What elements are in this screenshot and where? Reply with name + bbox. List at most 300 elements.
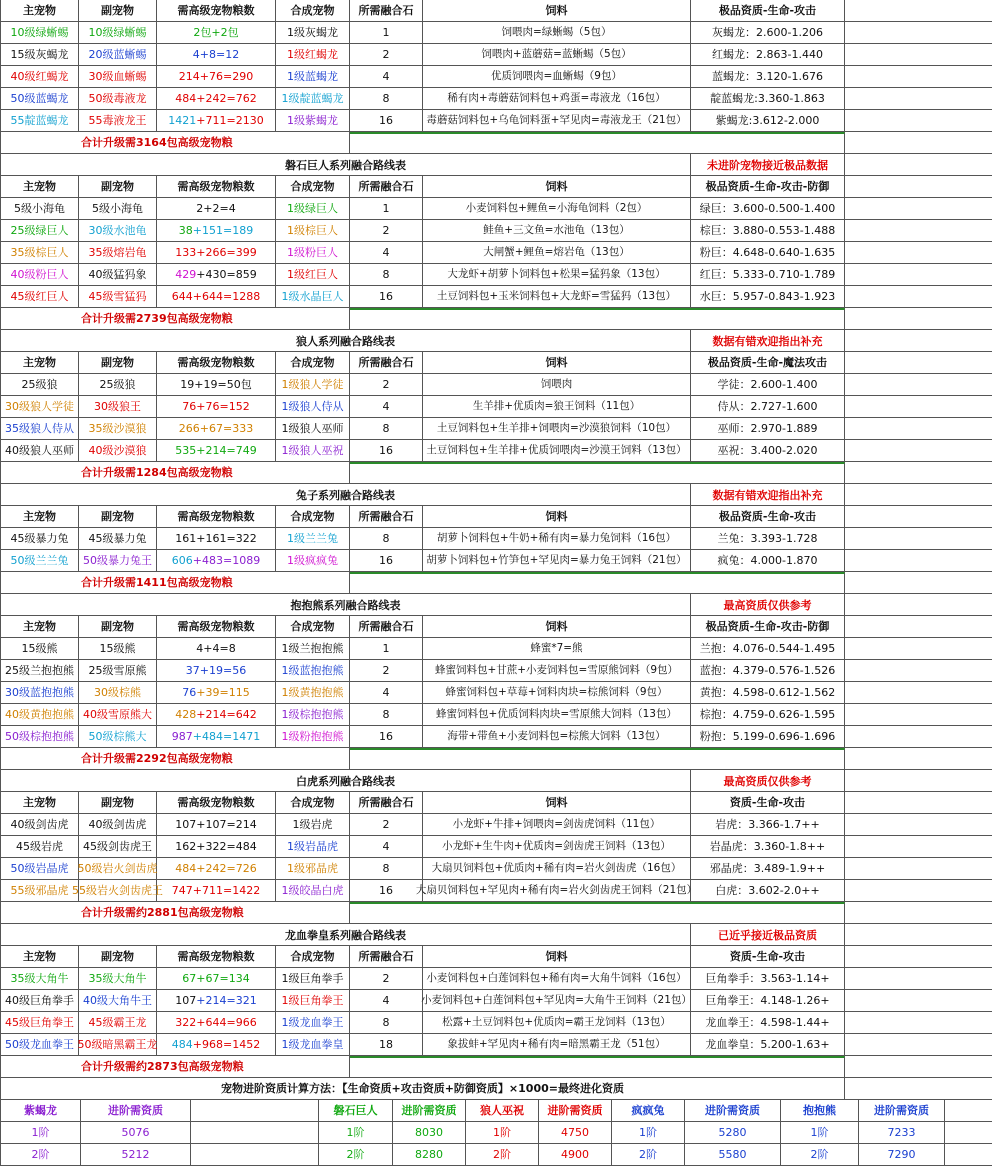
table-cell: [1, 286, 79, 307]
formula-text: 宠物进阶资质计算方法：【生命资质+攻击资质+防御资质】×1000=最终进化资质: [1, 1078, 845, 1099]
cell-text: 1级龙血拳皇: [281, 1038, 344, 1051]
table-cell: [691, 528, 845, 549]
total-blank: [350, 902, 845, 923]
cell-text: 靛蓝蝎龙:3.360-1.863: [710, 92, 825, 105]
cell-text: 1级粉巨人: [287, 246, 338, 259]
advance-cell: 1阶: [1, 1122, 81, 1143]
table-row: [0, 550, 992, 572]
table-cell: [691, 880, 845, 901]
cell-part: 214+76=290: [178, 70, 254, 83]
cell-text: 45级剑齿虎王: [83, 840, 152, 853]
table-cell: [157, 66, 276, 87]
cell-text: 1级巨角拳手: [281, 972, 344, 985]
cell-text: 饲喂肉: [540, 378, 573, 391]
column-header: 资质-生命-攻击: [691, 792, 845, 813]
cell-text: 8: [382, 532, 390, 545]
table-cell: [691, 396, 845, 417]
cell-text: 16: [379, 444, 393, 457]
table-cell: [691, 550, 845, 571]
table-cell: [79, 858, 157, 879]
cell-text: 黄抱：4.598-0.612-1.562: [699, 686, 836, 699]
table-cell: [350, 1012, 423, 1033]
advance-cell: 1阶: [612, 1122, 685, 1143]
table-cell: [1, 1034, 79, 1055]
table-cell: [79, 22, 157, 43]
cell-text: 蓝蝎龙：3.120-1.676: [712, 70, 823, 83]
advance-cell: 2阶: [319, 1144, 393, 1165]
cell-text: 55级邪晶虎: [10, 884, 69, 897]
table-cell: [79, 110, 157, 131]
cell-text: 红蝎龙：2.863-1.440: [712, 48, 823, 61]
column-header: 极品资质-生命-攻击: [691, 0, 845, 21]
table-cell: [423, 726, 691, 747]
cell-part: +711=2130: [196, 114, 264, 127]
advance-cell: 7233: [859, 1122, 945, 1143]
column-header: 所需融合石: [350, 0, 423, 21]
section-title-row: [0, 484, 992, 506]
section-title-row: [0, 154, 992, 176]
table-cell: [691, 836, 845, 857]
cell-text: 16: [379, 114, 393, 127]
table-row: [0, 726, 992, 748]
column-header: 副宠物: [79, 792, 157, 813]
table-cell: [157, 396, 276, 417]
cell-part: 266+67=333: [178, 422, 254, 435]
table-cell: [350, 704, 423, 725]
table-cell: [423, 440, 691, 461]
cell-part: 4+4=8: [196, 642, 236, 655]
cell-text: 鲑鱼+三文鱼=水池龟（13包）: [483, 224, 630, 237]
table-cell: [79, 704, 157, 725]
advance-header: 磐石巨人: [319, 1100, 393, 1121]
table-row: [0, 198, 992, 220]
table-cell: [423, 660, 691, 681]
table-row: [0, 704, 992, 726]
section-note: 已近乎接近极品资质: [691, 924, 845, 945]
cell-part: 429: [175, 268, 197, 281]
advance-header: 进阶需资质: [81, 1100, 191, 1121]
column-header: 饲料: [423, 616, 691, 637]
table-row: [0, 396, 992, 418]
header-row: [0, 616, 992, 638]
table-cell: [1, 990, 79, 1011]
table-cell: [350, 66, 423, 87]
table-cell: [350, 286, 423, 307]
table-cell: [276, 198, 350, 219]
cell-text: 40级猛犸象: [88, 268, 147, 281]
table-row: [0, 286, 992, 308]
table-cell: [157, 242, 276, 263]
cell-text: 象拔蚌+罕见肉+稀有肉=暗黑霸王龙（51包）: [447, 1038, 666, 1051]
cell-text: 小麦饲料包+鲤鱼=小海龟饲料（2包）: [465, 202, 648, 215]
table-cell: [79, 836, 157, 857]
table-cell: [423, 198, 691, 219]
table-cell: [276, 880, 350, 901]
cell-text: 1级红巨人: [287, 268, 338, 281]
cell-text: 饲喂肉=绿蜥蜴（5包）: [501, 26, 612, 39]
table-row: [0, 990, 992, 1012]
total-blank: [350, 572, 845, 593]
column-header: 主宠物: [1, 616, 79, 637]
cell-part: 484+242=762: [175, 92, 257, 105]
cell-part: 38: [178, 224, 193, 237]
cell-text: 稀有肉+毒蘑菇饲料包+鸡蛋=毒液龙（16包）: [447, 92, 666, 105]
table-cell: [276, 1012, 350, 1033]
cell-text: 小龙虾+生牛肉+优质肉=剑齿虎王饲料（13包）: [442, 840, 671, 853]
total-text: 合计升级需2292包高级宠物粮: [1, 748, 350, 769]
column-header: 饲料: [423, 946, 691, 967]
cell-text: 8: [382, 92, 390, 105]
table-cell: [157, 814, 276, 835]
cell-text: 巨角拳王：4.148-1.26+: [705, 994, 830, 1007]
column-header: 主宠物: [1, 792, 79, 813]
table-cell: [79, 220, 157, 241]
cell-text: 2: [382, 48, 390, 61]
section-title-row: [0, 594, 992, 616]
table-cell: [1, 396, 79, 417]
section-note: 数据有错欢迎指出补充: [691, 484, 845, 505]
total-blank: [350, 132, 845, 153]
cell-part: +214=321: [196, 994, 257, 1007]
column-header: 饲料: [423, 792, 691, 813]
table-cell: [423, 22, 691, 43]
column-header: 合成宠物: [276, 176, 350, 197]
table-cell: [350, 418, 423, 439]
column-header: 需高级宠物粮数: [157, 792, 276, 813]
cell-part: 2包+2包: [193, 26, 239, 39]
column-header: 饲料: [423, 176, 691, 197]
table-cell: [157, 198, 276, 219]
table-cell: [157, 374, 276, 395]
cell-part: 747+711=1422: [171, 884, 261, 897]
cell-text: 1级靛蓝蝎龙: [281, 92, 344, 105]
table-cell: [691, 814, 845, 835]
table-row: [0, 22, 992, 44]
table-cell: [157, 858, 276, 879]
section-note: 最高资质仅供参考: [691, 594, 845, 615]
cell-text: 1级蓝蝎龙: [287, 70, 338, 83]
cell-text: 海带+带鱼+小麦饲料包=棕熊大饲料（13包）: [447, 730, 666, 743]
column-header: 主宠物: [1, 176, 79, 197]
cell-text: 1级狼人侍从: [281, 400, 344, 413]
column-header: 资质-生命-攻击: [691, 946, 845, 967]
cell-text: 45级岩虎: [16, 840, 63, 853]
cell-text: 白虎：3.602-2.0++: [715, 884, 820, 897]
cell-part: 37+19=56: [185, 664, 247, 677]
table-cell: [423, 638, 691, 659]
table-cell: [1, 44, 79, 65]
table-cell: [157, 638, 276, 659]
cell-text: 8: [382, 1016, 390, 1029]
table-row: [0, 682, 992, 704]
section-title: 抱抱熊系列融合路线表: [1, 594, 691, 615]
table-row: [0, 88, 992, 110]
table-row: [0, 880, 992, 902]
table-cell: [1, 836, 79, 857]
cell-text: 巫师：2.970-1.889: [717, 422, 818, 435]
table-cell: [79, 418, 157, 439]
column-header: 需高级宠物粮数: [157, 0, 276, 21]
cell-text: 45级暴力兔: [88, 532, 147, 545]
table-row: [0, 660, 992, 682]
cell-text: 35级沙漠狼: [88, 422, 147, 435]
cell-text: 55级岩火剑齿虎王: [72, 884, 163, 897]
table-cell: [157, 440, 276, 461]
cell-text: 兰兔：3.393-1.728: [717, 532, 818, 545]
cell-text: 灰蝎龙：2.600-1.206: [712, 26, 823, 39]
total-blank: [350, 462, 845, 483]
cell-part: +39=115: [196, 686, 250, 699]
table-cell: [79, 242, 157, 263]
table-cell: [423, 1034, 691, 1055]
table-row: [0, 836, 992, 858]
table-cell: [276, 704, 350, 725]
column-header: 主宠物: [1, 946, 79, 967]
cell-text: 35级大角牛: [88, 972, 147, 985]
table-cell: [79, 1034, 157, 1055]
table-row: [0, 1034, 992, 1056]
table-cell: [1, 550, 79, 571]
cell-text: 1级皎晶白虎: [281, 884, 344, 897]
cell-text: 蜂蜜饲料包+草莓+饲料肉块=棕熊饲料（9包）: [445, 686, 668, 699]
cell-text: 50级兰兰兔: [10, 554, 69, 567]
cell-text: 2: [382, 664, 390, 677]
section-title-row: [0, 770, 992, 792]
cell-text: 兰抱：4.076-0.544-1.495: [699, 642, 836, 655]
table-cell: [276, 990, 350, 1011]
cell-text: 土豆饲料包+生羊排+饲喂肉=沙漠狼饲料（10包）: [436, 422, 677, 435]
column-header: 副宠物: [79, 0, 157, 21]
advance-cell: 2阶: [466, 1144, 539, 1165]
table-cell: [350, 638, 423, 659]
table-row: [0, 638, 992, 660]
advance-header: 进阶需资质: [539, 1100, 612, 1121]
column-header: 极品资质-生命-魔法攻击: [691, 352, 845, 373]
cell-text: 龙血拳皇：5.200-1.63+: [705, 1038, 830, 1051]
column-header: 主宠物: [1, 506, 79, 527]
table-cell: [79, 374, 157, 395]
table-cell: [157, 110, 276, 131]
table-cell: [157, 528, 276, 549]
cell-part: 484+242=726: [175, 862, 257, 875]
cell-text: 大龙虾+胡萝卜饲料包+松果=猛犸象（13包）: [447, 268, 666, 281]
cell-text: 30级水池龟: [88, 224, 147, 237]
table-cell: [1, 1012, 79, 1033]
advance-header: 进阶需资质: [393, 1100, 466, 1121]
table-cell: [1, 660, 79, 681]
cell-text: 1级兰抱抱熊: [281, 642, 344, 655]
table-cell: [157, 1034, 276, 1055]
table-cell: [691, 286, 845, 307]
cell-text: 1级紫蝎龙: [287, 114, 338, 127]
table-cell: [691, 44, 845, 65]
section-note: 最高资质仅供参考: [691, 770, 845, 791]
cell-text: 50级暗黑霸王龙: [77, 1038, 158, 1051]
table-cell: [79, 550, 157, 571]
cell-text: 1级巨角拳王: [281, 994, 344, 1007]
cell-text: 4: [382, 70, 390, 83]
cell-text: 8: [382, 422, 390, 435]
table-row: [0, 66, 992, 88]
table-cell: [157, 704, 276, 725]
table-cell: [79, 396, 157, 417]
cell-text: 16: [379, 290, 393, 303]
cell-text: 1级黄抱抱熊: [281, 686, 344, 699]
table-cell: [691, 418, 845, 439]
column-header: 极品资质-生命-攻击-防御: [691, 176, 845, 197]
cell-text: 1级兰兰兔: [287, 532, 338, 545]
cell-text: 45级霸王龙: [88, 1016, 147, 1029]
cell-text: 35级狼人侍从: [5, 422, 74, 435]
section-note: 未进阶宠物接近极品数据: [691, 154, 845, 175]
cell-text: 10级绿蜥蜴: [88, 26, 147, 39]
table-cell: [1, 880, 79, 901]
table-cell: [691, 220, 845, 241]
table-cell: [691, 968, 845, 989]
cell-text: 1级红蝎龙: [287, 48, 338, 61]
cell-text: 毒蘑菇饲料包+乌龟饲料蛋+罕见肉=毒液龙王（21包）: [426, 114, 687, 127]
total-text: 合计升级需3164包高级宠物粮: [1, 132, 350, 153]
table-cell: [1, 528, 79, 549]
table-cell: [276, 858, 350, 879]
header-row: [0, 352, 992, 374]
table-cell: [79, 814, 157, 835]
table-cell: [1, 418, 79, 439]
table-cell: [79, 44, 157, 65]
table-cell: [276, 682, 350, 703]
cell-text: 5级小海龟: [14, 202, 65, 215]
table-row: [0, 264, 992, 286]
table-cell: [423, 836, 691, 857]
table-cell: [423, 968, 691, 989]
cell-text: 16: [379, 884, 393, 897]
column-header: 所需融合石: [350, 946, 423, 967]
cell-text: 16: [379, 554, 393, 567]
cell-text: 40级剑齿虎: [10, 818, 69, 831]
table-cell: [79, 726, 157, 747]
cell-text: 蜂蜜*7=熊: [530, 642, 583, 655]
table-cell: [350, 726, 423, 747]
table-cell: [423, 44, 691, 65]
cell-text: 35级大角牛: [10, 972, 69, 985]
advance-cell: 2阶: [612, 1144, 685, 1165]
cell-text: 邪晶虎：3.489-1.9++: [709, 862, 826, 875]
cell-text: 岩晶虎：3.360-1.8++: [709, 840, 826, 853]
cell-part: 76: [182, 686, 197, 699]
table-row: [0, 110, 992, 132]
table-cell: [157, 44, 276, 65]
column-header: 合成宠物: [276, 792, 350, 813]
cell-part: +483=1089: [192, 554, 261, 567]
cell-text: 45级雪猛犸: [88, 290, 147, 303]
table-cell: [691, 858, 845, 879]
column-header: 主宠物: [1, 352, 79, 373]
table-cell: [276, 88, 350, 109]
cell-text: 40级沙漠狼: [88, 444, 147, 457]
column-header: 极品资质-生命-攻击-防御: [691, 616, 845, 637]
table-cell: [423, 242, 691, 263]
table-cell: [423, 220, 691, 241]
cell-text: 30级狼人学徒: [5, 400, 74, 413]
table-cell: [350, 880, 423, 901]
column-header: 副宠物: [79, 352, 157, 373]
total-row: [0, 132, 992, 154]
table-cell: [423, 264, 691, 285]
column-header: 副宠物: [79, 616, 157, 637]
cell-text: 巫祝：3.400-2.020: [717, 444, 818, 457]
cell-part: 484: [171, 1038, 193, 1051]
table-cell: [691, 704, 845, 725]
cell-text: 25级狼: [99, 378, 136, 391]
advance-cell: 5212: [81, 1144, 191, 1165]
cell-text: 4: [382, 686, 390, 699]
table-cell: [423, 528, 691, 549]
column-header: 所需融合石: [350, 506, 423, 527]
table-cell: [691, 660, 845, 681]
cell-text: 45级暴力兔: [10, 532, 69, 545]
table-cell: [72, 880, 163, 901]
cell-text: 55毒液龙王: [88, 114, 147, 127]
table-cell: [1, 682, 79, 703]
section-title: 磐石巨人系列融合路线表: [1, 154, 691, 175]
table-cell: [423, 418, 691, 439]
cell-text: 15级熊: [21, 642, 58, 655]
advance-cell: 1阶: [781, 1122, 859, 1143]
total-row: [0, 462, 992, 484]
cell-text: 1级灰蝎龙: [287, 26, 338, 39]
cell-text: 松露+土豆饲料包+优质肉=霸王龙饲料（13包）: [442, 1016, 671, 1029]
cell-part: 133+266=399: [175, 246, 257, 259]
cell-text: 小麦饲料包+白莲饲料包+稀有肉=大角牛饲料（16包）: [426, 972, 687, 985]
cell-text: 岩虎：3.366-1.7++: [715, 818, 820, 831]
cell-text: 50级岩火剑齿虎: [77, 862, 158, 875]
advance-cell: 5580: [685, 1144, 781, 1165]
cell-part: 2+2=4: [196, 202, 236, 215]
table-cell: [157, 968, 276, 989]
table-cell: [276, 660, 350, 681]
column-header: 需高级宠物粮数: [157, 506, 276, 527]
cell-text: 胡萝卜饲料包+牛奶+稀有肉=暴力兔饲料（16包）: [436, 532, 677, 545]
column-header: 所需融合石: [350, 352, 423, 373]
advance-cell: 2阶: [781, 1144, 859, 1165]
table-cell: [157, 1012, 276, 1033]
cell-text: 50级棕抱抱熊: [5, 730, 74, 743]
section-s1: [0, 0, 992, 154]
formula-row: [0, 1078, 992, 1100]
table-cell: [423, 286, 691, 307]
cell-text: 2: [382, 818, 390, 831]
cell-text: 1级狼人巫祝: [281, 444, 344, 457]
header-row: [0, 792, 992, 814]
cell-text: 35级熔岩龟: [88, 246, 147, 259]
cell-text: 50级龙血拳王: [5, 1038, 74, 1051]
cell-text: 40级红蝎龙: [10, 70, 69, 83]
cell-text: 2: [382, 972, 390, 985]
cell-text: 优质饲喂肉=血蜥蜴（9包）: [491, 70, 622, 83]
cell-text: 棕巨：3.880-0.553-1.488: [699, 224, 836, 237]
table-cell: [423, 550, 691, 571]
cell-text: 40级剑齿虎: [88, 818, 147, 831]
cell-text: 小龙虾+牛排+饲喂肉=剑齿虎饲料（11包）: [452, 818, 661, 831]
table-cell: [276, 110, 350, 131]
table-cell: [1, 814, 79, 835]
column-header: 饲料: [423, 352, 691, 373]
table-cell: [350, 836, 423, 857]
section-title: 兔子系列融合路线表: [1, 484, 691, 505]
advance-cell: 4900: [539, 1144, 612, 1165]
cell-part: 1421: [168, 114, 197, 127]
section-s3: [0, 330, 992, 484]
